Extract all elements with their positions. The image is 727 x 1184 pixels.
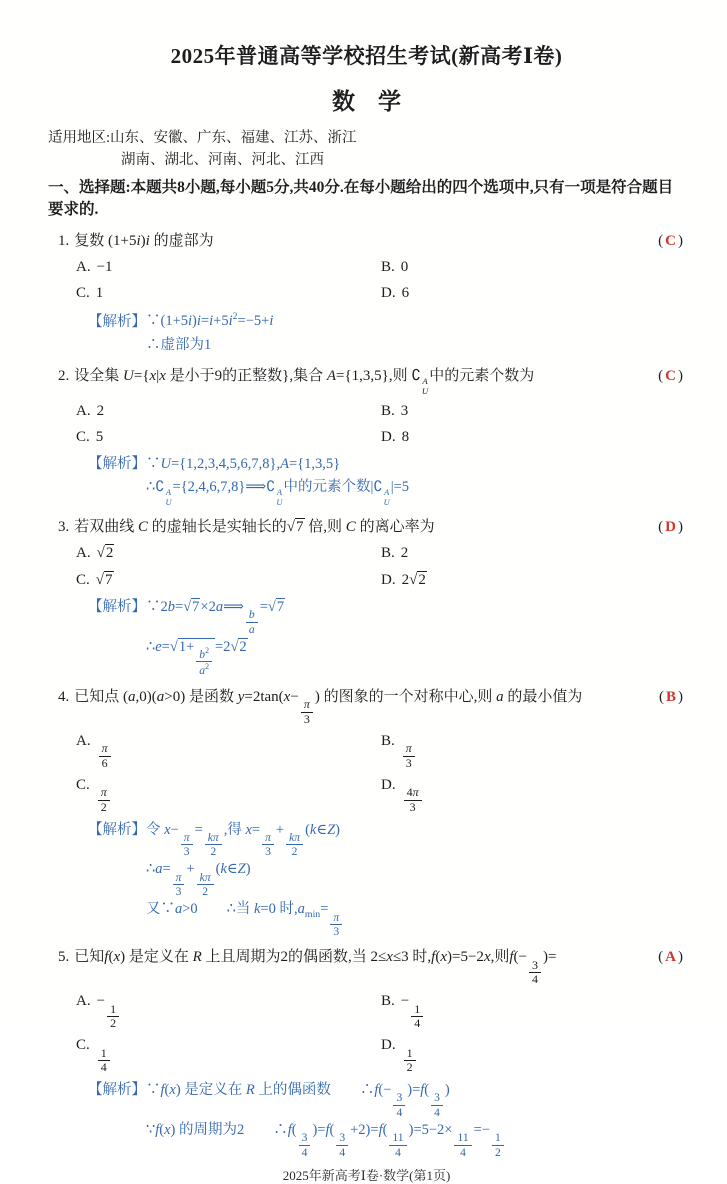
page-footer: 2025年新高考Ⅰ卷·数学(第1页): [282, 1167, 451, 1183]
solution-line: 【解析】∵f(x) 是定义在 R 上的偶函数 ∴f(− $\frac{3}{4}$ )=f( $\frac{3}{4}$ ): [88, 1082, 450, 1119]
solution-line: ∴a= $\frac{\pi}{3}$ + $\frac{k\pi}{2}$ (k∈Z): [146, 861, 251, 898]
options: [48, 400, 685, 450]
answer-box: (A): [658, 949, 685, 966]
question-3-head: [48, 516, 685, 539]
question-number: 2.: [58, 367, 70, 384]
option-b: B. 2: [381, 545, 409, 562]
question-2-head: [48, 365, 685, 397]
solution: [48, 1079, 685, 1159]
option-d: D. 2√2: [381, 571, 426, 588]
region-line-1: 适用地区:山东、安徽、广东、福建、江苏、浙江: [48, 130, 357, 146]
option-c: C. √7: [76, 571, 113, 588]
question-1: [48, 230, 685, 357]
solution: [48, 453, 685, 508]
question-stem: 复数 (1+5i)i 的虚部为: [74, 232, 214, 249]
option-b: B. − $\frac{1}{4}$: [381, 990, 685, 1031]
question-stem: 已知点 (a,0)(a>0) 是函数 y=2tan(x− $\frac{\pi}{3}$ ) 的图象的一个对称中心,则 a 的最小值为: [74, 688, 583, 726]
option-a: A. 2: [76, 402, 105, 419]
solution-line: 【解析】$\because(1+5i)i=i+5i^2=-5+i$: [88, 311, 274, 330]
page-content: [48, 30, 685, 1159]
option-d: D. 8: [381, 428, 410, 445]
question-number: 1.: [58, 232, 70, 249]
option-c: C. $\frac{\pi}{2}$: [76, 774, 381, 815]
question-4-head: [48, 686, 685, 727]
solution: [48, 310, 685, 357]
page-title: 2025年普通高等学校招生考试(新高考Ⅰ卷): [170, 44, 563, 68]
analysis-label: 【解析】: [88, 313, 146, 330]
applicable-regions: [48, 127, 685, 172]
question-4: [48, 686, 685, 939]
question-5: [48, 946, 685, 1159]
answer-box: (C): [658, 367, 685, 384]
question-stem: 已知f(x) 是定义在 R 上且周期为2的偶函数,当 2≤x≤3 时,f(x)=5−2x,则f(− $\frac{3}{4}$ )=: [74, 949, 557, 987]
solution-line: ∵f(x) 的周期为2 ∴f( $\frac{3}{4}$ )=f( $\frac{3}{4}$ +2)=f( $\frac{11}{4}$ )=5−2× $\frac{11}{4}$ =− $\frac{1}{2}$: [48, 1119, 685, 1159]
question-1-head: [48, 230, 685, 253]
question-number: 4.: [58, 688, 70, 705]
question-5-head: [48, 946, 685, 987]
answer-letter: C: [665, 232, 678, 249]
option-d: D. $\frac{1}{2}$: [381, 1034, 685, 1075]
subject-title: 数 学: [332, 89, 401, 114]
options: [48, 542, 685, 592]
question-3: [48, 516, 685, 677]
region-line-2: 湖南、湖北、河南、河北、江西: [121, 152, 324, 169]
answer-box: (C): [658, 232, 685, 249]
solution: [48, 819, 685, 939]
option-c: C. 1: [76, 285, 104, 302]
option-a: A. √2: [76, 545, 114, 562]
answer-box: (B): [658, 688, 685, 705]
section-header: 一、选择题:本题共8小题,每小题5分,共40分.在每小题给出的四个选项中,只有一项是符合题目要求的.: [48, 178, 674, 219]
analysis-label: 【解析】: [88, 598, 146, 615]
solution-line: 【解析】∵2b=√7×2a⟹ $\frac{b}{a}$ =√7: [88, 598, 285, 636]
options: [48, 256, 685, 306]
analysis-label: 【解析】: [88, 821, 146, 838]
answer-box: (D): [658, 519, 685, 536]
option-a: A. − $\frac{1}{2}$: [76, 990, 381, 1031]
option-c: C. $\frac{1}{4}$: [76, 1034, 381, 1075]
options: [48, 730, 685, 815]
option-c: C. 5: [76, 428, 104, 445]
answer-letter: D: [665, 519, 678, 536]
answer-letter: B: [665, 688, 678, 705]
question-stem: 设全集 U={x|x 是小于9的正整数},集合 A={1,3,5},则 ∁ A U 中的元素个数为: [74, 367, 535, 397]
option-b: B. 3: [381, 402, 409, 419]
option-a: A. $\frac{\pi}{6}$: [76, 730, 381, 771]
question-stem: 若双曲线 C 的虚轴长是实轴长的√7 倍,则 C 的离心率为: [74, 519, 435, 536]
option-b: B. 0: [381, 259, 409, 276]
analysis-label: 【解析】: [88, 1082, 146, 1099]
answer-letter: C: [665, 367, 678, 384]
solution-line: ∴虚部为1: [146, 336, 212, 353]
option-d: D. 6: [381, 285, 410, 302]
solution-line: 又∵a>0 ∴当 k=0 时$,a_{min}=$ $\frac{\pi}{3}$: [48, 898, 685, 938]
answer-letter: A: [665, 949, 678, 966]
question-number: 5.: [58, 949, 70, 966]
solution-line: ∴e=√1+ $\frac{b^2}{a^2}$ =2√2: [146, 638, 247, 678]
option-b: B. $\frac{\pi}{3}$: [381, 730, 685, 771]
solution-line: 【解析】∵U={1,2,3,4,5,6,7,8},A={1,3,5}: [88, 456, 341, 473]
options: [48, 990, 685, 1075]
solution-line: ∴∁ A U ={2,4,6,7,8}⟹∁ A U 中的元素个数|∁ A U |=5: [146, 479, 410, 508]
solution: [48, 596, 685, 678]
question-2: [48, 365, 685, 508]
question-number: 3.: [58, 519, 70, 536]
solution-line: 【解析】令 x− $\frac{\pi}{3}$ = $\frac{k\pi}{2}$ ,得 x= $\frac{\pi}{3}$ + $\frac{k\pi}{2}$ (k∈Z): [88, 821, 340, 859]
option-d: D. $\frac{4\pi}{3}$: [381, 774, 685, 815]
analysis-label: 【解析】: [88, 456, 146, 473]
option-a: A. −1: [76, 259, 113, 276]
